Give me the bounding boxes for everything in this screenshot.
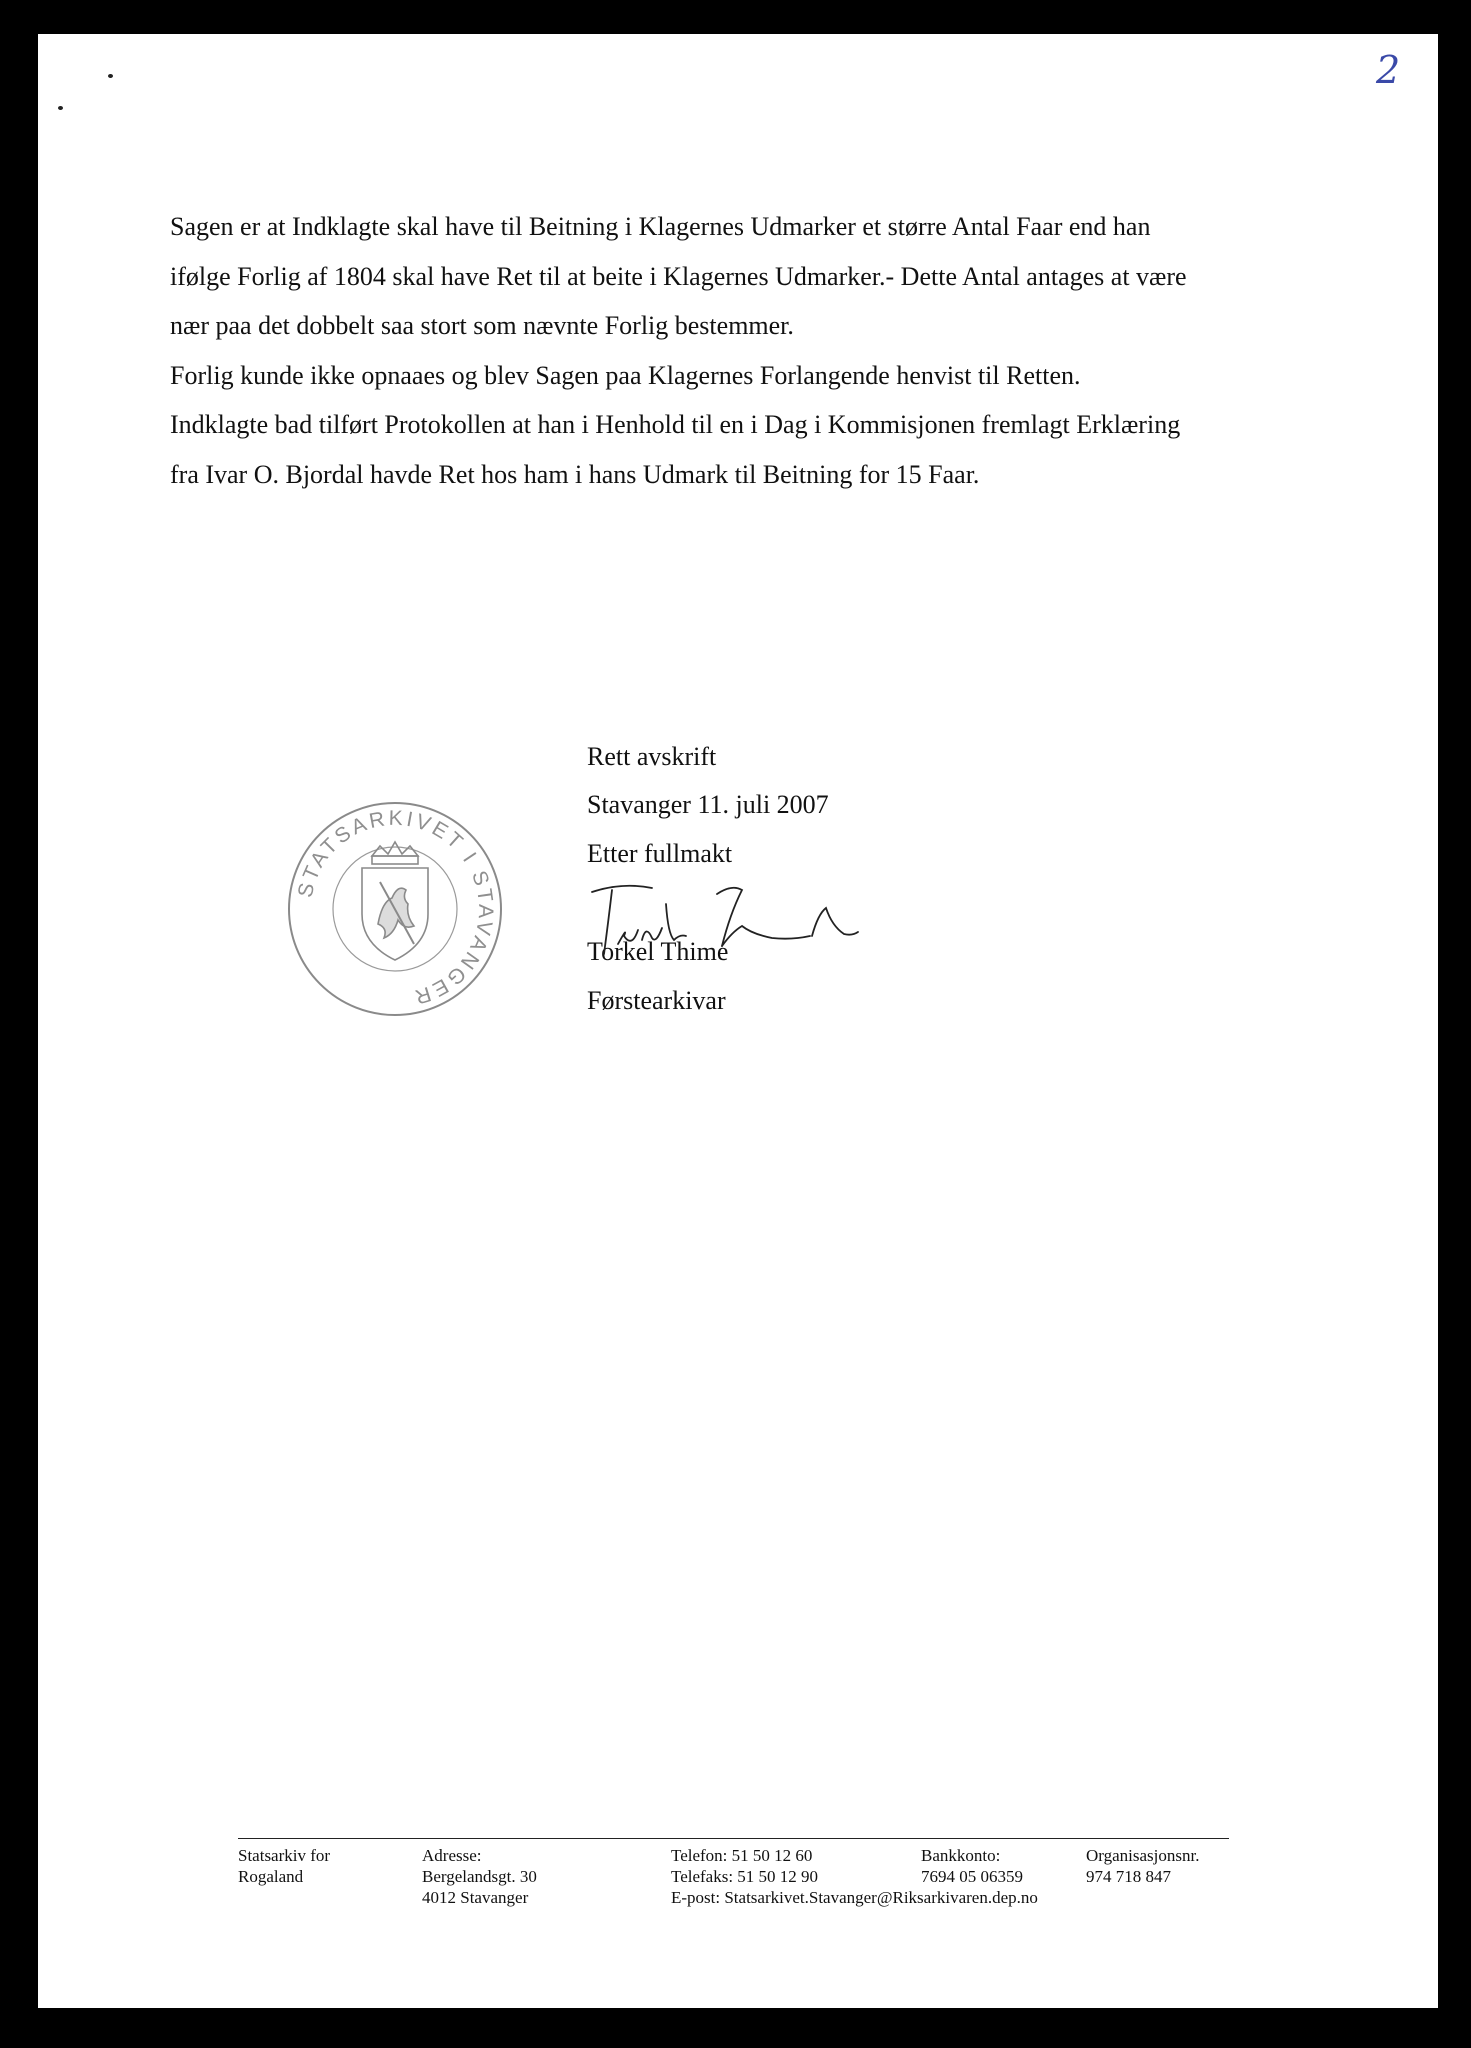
body-text [170,202,1370,499]
page-number: 2 [1376,48,1401,92]
signatory-name: Torkel Thime [587,937,729,966]
footer-text: Telefon: 51 50 12 60 [671,1846,813,1865]
body-line: fra Ivar O. Bjordal havde Ret hos ham i hans Udmark til Beitning for 15 Faar. [170,459,980,489]
footer-text: Bergelandsgt. 30 [422,1867,537,1886]
place-date: Stavanger 11. juli 2007 [587,790,829,819]
footer-text: Adresse: [422,1846,482,1865]
scan-speck [108,74,113,78]
footer-text: Statsarkiv for [238,1846,331,1865]
footer-text: Rogaland [238,1867,304,1886]
footer-text: Organisasjonsnr. [1086,1846,1200,1865]
body-line: Forlig kunde ikke opnaaes og blev Sagen paa Klagernes Forlangende henvist til Retten. [170,360,1081,390]
signatory-title: Førstearkivar [587,986,726,1015]
footer-text: 974 718 847 [1086,1867,1171,1886]
stamp-text: STATSARKIVET I STAVANGER [293,806,498,1010]
footer-text: 7694 05 06359 [921,1867,1023,1886]
footer-text: E-post: Statsarkivet.Stavanger@Riksarkivaren.dep.no [671,1888,1038,1907]
body-line: Sagen er at Indklagte skal have til Beitning i Klagernes Udmarker et større Antal Faar end han [170,212,1151,241]
official-stamp [280,794,510,1024]
authority-text: Etter fullmakt [587,839,733,868]
document-page [38,34,1438,2008]
footer-text: Telefaks: 51 50 12 90 [671,1867,819,1886]
footer-institution [238,1845,330,1887]
certification-text: Rett avskrift [587,742,717,771]
body-line: ifølge Forlig af 1804 skal have Ret til at beite i Klagernes Udmarker.- Dette Antal antages at være [170,261,1187,291]
footer-text: Bankkonto: [921,1846,1001,1865]
handwritten-signature [582,874,902,964]
body-line: Indklagte bad tilført Protokollen at han i Henhold til en i Dag i Kommisjonen fremlagt Erklæring [170,410,1181,439]
footer-org [1086,1845,1200,1887]
footer-bank [921,1845,1023,1887]
coat-of-arms-icon [362,842,428,960]
body-line: nær paa det dobbelt saa stort som nævnte Forlig bestemmer. [170,311,794,340]
footer-rule [238,1838,1229,1839]
scan-speck [58,106,63,110]
footer-address [422,1845,537,1908]
footer-text: 4012 Stavanger [422,1888,529,1907]
